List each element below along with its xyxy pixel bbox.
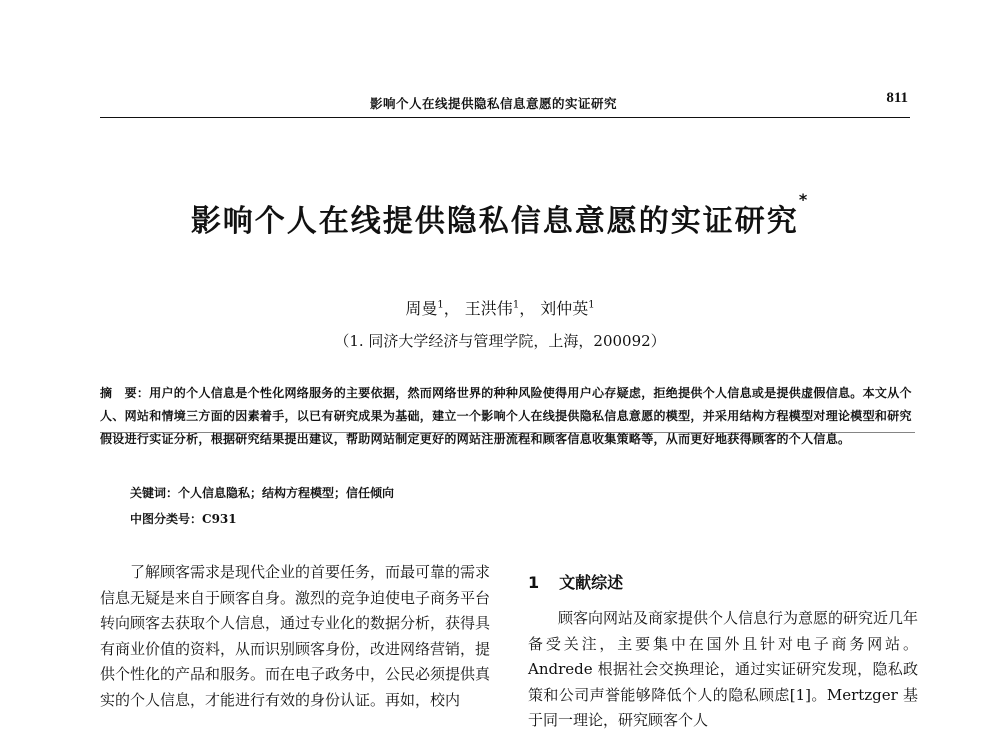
author-affil-mark: 1: [512, 299, 520, 311]
classification-label: 中图分类号：: [130, 512, 203, 526]
paper-title-text: 影响个人在线提供隐私信息意愿的实证研究: [190, 204, 799, 239]
classification-text: C931: [202, 512, 237, 526]
section-title: 文献综述: [559, 573, 624, 592]
author-affil-mark: 1: [437, 299, 444, 311]
header-rule: [100, 117, 910, 118]
page-number: 811: [886, 90, 908, 106]
abstract-text: 用户的个人信息是个性化网络服务的主要依据，然而网络世界的种种风险使得用户心存疑虑，拒绝提供个人信息或是提供虚假信息。本文从个人、网站和情境三方面的因素着手，以已有研究成果为基础，建立一个影响个人在线提供隐私信息意愿的模型，并采用结构方程模型对理论模型和研究假设进行实证分析，根据研究结果提出建议，帮助网站制定更好的网站注册流程和顾客信息收集策略等，从而更好地获得顾客的个人信息。: [100, 386, 912, 446]
section-number: 1: [528, 573, 540, 592]
abstract: [100, 382, 915, 451]
keywords-label: 关键词：: [130, 486, 179, 500]
author-list: 周曼$^1$， 王洪伟$^1$， 刘仲英$^1$: [405, 299, 595, 318]
review-paragraph: 顾客向网站及商家提供个人信息行为意愿的研究近几年备受关注，主要集中在国外且针对电子商务网站。Andrede 根据社会交换理论，通过实证研究发现，隐私政策和公司声誉能够降低个人的隐私顾虑[1]。Mertzger 基于同一理论，研究顾客个人: [528, 609, 919, 729]
keywords: [130, 484, 394, 501]
running-head-title: 影响个人在线提供隐私信息意愿的实证研究: [370, 96, 618, 111]
intro-paragraph: 了解顾客需求是现代企业的首要任务，而最可靠的需求信息无疑是来自于顾客自身。激烈的竞争迫使电子商务平台转向顾客去获取个人信息，通过专业化的数据分析，获得具有商业价值的资料，从而识别顾客身份，改进网络营销，提供个性化的产品和服务。而在电子政务中，公民必须提供真实的个人信息，才能进行有效的身份认证。再如，校内: [100, 563, 491, 709]
abstract-label: 摘 要：: [100, 386, 150, 400]
section-heading: [528, 570, 623, 593]
author-name: 王洪伟: [464, 299, 513, 318]
running-head: [100, 90, 910, 118]
scan-line-artifact: [100, 432, 915, 433]
body-right-column: [528, 606, 918, 734]
body-left-column: [100, 560, 490, 713]
title-footnote-mark: *: [798, 190, 810, 209]
classification-number: [130, 510, 237, 527]
author-name: 周曼: [405, 299, 438, 318]
paper-title: [0, 190, 1000, 240]
author-name: 刘仲英: [540, 299, 589, 318]
keywords-text: 个人信息隐私；结构方程模型；信任倾向: [178, 486, 395, 500]
author-affil-mark: 1: [588, 299, 595, 311]
affiliation: （1. 同济大学经济与管理学院，上海，200092）: [334, 332, 666, 350]
